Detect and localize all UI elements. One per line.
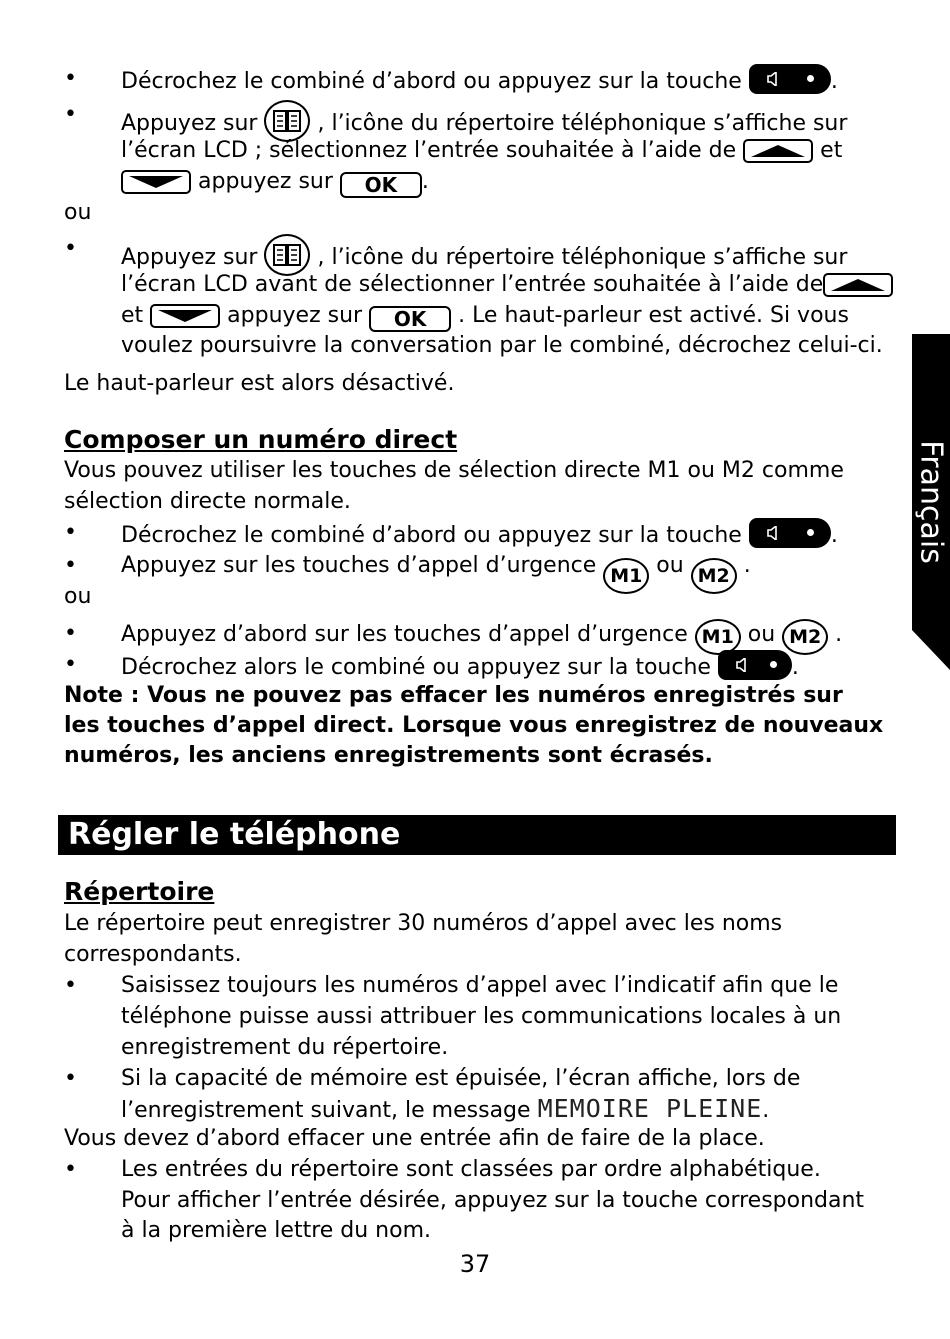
paragraph: Le haut-parleur est alors désactivé. <box>64 371 455 396</box>
text: Appuyez sur les touches d’appel d’urgence <box>121 553 597 578</box>
down-arrow-key-icon <box>150 304 220 328</box>
ou-text: ou <box>64 584 92 609</box>
text: . <box>421 169 429 194</box>
text: . <box>762 1098 770 1123</box>
speaker-key-icon <box>718 650 792 680</box>
list-item-continuation <box>121 301 849 332</box>
list-item-continuation <box>121 136 842 166</box>
text: appuyez sur <box>227 303 363 328</box>
text: et <box>820 138 843 163</box>
text: , l’icône du répertoire téléphonique s’affiche sur <box>317 245 848 270</box>
m1-key: M1 <box>695 619 741 655</box>
page-number: 37 <box>459 1250 491 1278</box>
text: et <box>121 303 144 328</box>
up-arrow-key-icon <box>823 273 893 297</box>
text: , l’icône du répertoire téléphonique s’affiche sur <box>317 111 848 136</box>
list-item-continuation <box>121 167 429 198</box>
m2-key: M2 <box>691 558 737 594</box>
ou-text: ou <box>64 200 92 225</box>
list-item <box>121 551 751 594</box>
bullet: • <box>64 102 77 127</box>
ok-key: OK <box>340 172 422 198</box>
text: l’écran LCD avant de sélectionner l’entrée souhaitée à l’aide de <box>121 272 824 297</box>
subheading-direct: Composer un numéro direct <box>64 425 458 454</box>
list-item: Saisissez toujours les numéros d’appel avec l’indicatif afin que le <box>121 973 839 998</box>
text: Décrochez alors le combiné ou appuyez sur la touche <box>121 655 711 680</box>
up-arrow-key-icon <box>743 139 813 163</box>
text: Décrochez le combiné d’abord ou appuyez sur la touche <box>121 523 742 548</box>
note-line: Note : Vous ne pouvez pas effacer les numéros enregistrés sur <box>64 683 843 708</box>
list-item-continuation: téléphone puisse aussi attribuer les communications locales à un <box>121 1004 842 1029</box>
bullet: • <box>64 520 77 545</box>
m1-key: M1 <box>603 558 649 594</box>
list-item: Les entrées du répertoire sont classées par ordre alphabétique. <box>121 1157 821 1182</box>
ok-key: OK <box>369 306 451 332</box>
text: appuyez sur <box>198 169 333 194</box>
list-item <box>121 650 799 683</box>
m2-key: M2 <box>782 619 828 655</box>
paragraph: Vous pouvez utiliser les touches de sélection directe M1 ou M2 comme <box>64 458 844 483</box>
list-item-continuation: à la première lettre du nom. <box>121 1218 432 1243</box>
paragraph: Vous devez d’abord effacer une entrée afin de faire de la place. <box>64 1126 765 1151</box>
speaker-key-icon <box>749 518 831 548</box>
text: Décrochez le combiné d’abord ou appuyez sur la touche <box>121 69 742 94</box>
down-arrow-key-icon <box>121 170 191 194</box>
text: l’écran LCD ; sélectionnez l’entrée souhaitée à l’aide de <box>121 138 737 163</box>
bullet: • <box>64 973 77 998</box>
lcd-message: MEMOIRE PLEINE <box>537 1094 763 1123</box>
bullet: • <box>64 621 77 646</box>
language-tab-label: Français <box>913 440 949 564</box>
paragraph: sélection directe normale. <box>64 489 351 514</box>
paragraph: correspondants. <box>64 942 242 967</box>
text: . <box>830 523 838 548</box>
list-item-continuation: Pour afficher l’entrée désirée, appuyez sur la touche correspondant <box>121 1188 865 1213</box>
text: l’enregistrement suivant, le message <box>121 1098 531 1123</box>
text: . <box>791 655 799 680</box>
note-line: les touches d’appel direct. Lorsque vous enregistrez de nouveaux <box>64 713 884 738</box>
list-item <box>121 64 838 97</box>
list-item: Si la capacité de mémoire est épuisée, l’écran affiche, lors de <box>121 1066 801 1091</box>
list-item-continuation: voulez poursuivre la conversation par le combiné, décrochez celui-ci. <box>121 333 883 358</box>
text: . <box>830 69 838 94</box>
list-item-continuation: enregistrement du répertoire. <box>121 1035 449 1060</box>
list-item <box>121 518 838 551</box>
text: ou <box>747 622 776 647</box>
text: Appuyez sur <box>121 245 258 270</box>
text: Appuyez d’abord sur les touches d’appel d’urgence <box>121 622 688 647</box>
text: . <box>743 553 751 578</box>
text: . <box>835 622 843 647</box>
bullet: • <box>64 236 77 261</box>
bullet: • <box>64 652 77 677</box>
bullet: • <box>64 1157 77 1182</box>
text: ou <box>656 553 684 578</box>
paragraph: Le répertoire peut enregistrer 30 numéros d’appel avec les noms <box>64 911 783 936</box>
text: Appuyez sur <box>121 111 258 136</box>
text: . Le haut-parleur est activé. Si vous <box>458 303 849 328</box>
note-line: numéros, les anciens enregistrements sont écrasés. <box>64 743 713 768</box>
speaker-key-icon <box>749 64 831 94</box>
bullet: • <box>64 1066 77 1091</box>
bullet: • <box>64 66 77 91</box>
list-item-continuation <box>121 270 893 300</box>
section-title: Régler le téléphone <box>58 815 896 855</box>
list-item-continuation <box>121 1094 769 1126</box>
bullet: • <box>64 553 77 578</box>
subheading-repertoire: Répertoire <box>64 877 215 906</box>
